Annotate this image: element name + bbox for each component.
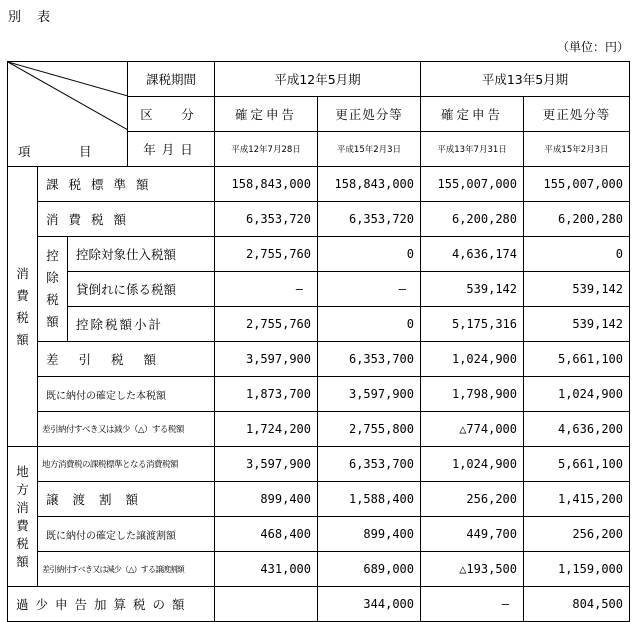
cell-value: 5,175,316 (421, 307, 524, 342)
cell-value: 4,636,174 (421, 237, 524, 272)
cell-value: 158,843,000 (215, 167, 318, 202)
cell-value: 899,400 (318, 517, 421, 552)
cell-value: 1,724,200 (215, 412, 318, 447)
nengappi-label: 年月日 (128, 132, 215, 167)
cell-value: 0 (524, 237, 630, 272)
cell-value: 3,597,900 (318, 377, 421, 412)
cell-value: 6,200,280 (524, 202, 630, 237)
unit-label: （単位：円） (556, 40, 629, 54)
row-label: 既に納付の確定した譲渡割額 (38, 517, 215, 552)
cell-value: 1,024,900 (421, 342, 524, 377)
row-label: 地方消費税の課税標準となる消費税額 (38, 447, 215, 482)
cell-value: 6,353,700 (318, 447, 421, 482)
local-tax-group-label: 地 方 消 費 税 額 (8, 447, 38, 587)
cell-value: 2,755,760 (215, 237, 318, 272)
row-label: 貸倒れに係る税額 (68, 272, 215, 307)
row-label: 差引納付すべき又は減少（△）する譲渡割額 (38, 552, 215, 587)
cell-value: 2,755,800 (318, 412, 421, 447)
cell-value: 0 (318, 237, 421, 272)
cell-value: 899,400 (215, 482, 318, 517)
cell-value: 1,159,000 (524, 552, 630, 587)
row-label: 既に納付の確定した本税額 (38, 377, 215, 412)
row-label: 譲渡割額 (38, 482, 215, 517)
table-row (8, 237, 630, 272)
cell-value: 256,200 (524, 517, 630, 552)
cell-value: – (318, 272, 421, 307)
page-title: 別 表 (8, 10, 57, 25)
cell-value: 431,000 (215, 552, 318, 587)
row-label: 過少申告加算税の額 (8, 587, 215, 622)
row-label: 消費税額 (38, 202, 215, 237)
tax-table (7, 61, 630, 622)
table-row (8, 552, 630, 587)
cell-value (215, 587, 318, 622)
cell-value: 468,400 (215, 517, 318, 552)
date-3: 平成13年7月31日 (421, 132, 524, 167)
date-4: 平成15年2月3日 (524, 132, 630, 167)
cell-value: 804,500 (524, 587, 630, 622)
kousei-header-2: 更正処分等 (524, 97, 630, 132)
cell-value: 3,597,900 (215, 447, 318, 482)
cell-value: 1,588,400 (318, 482, 421, 517)
cell-value: 6,353,700 (318, 342, 421, 377)
cell-value: 256,200 (421, 482, 524, 517)
kakutei-header-2: 確定申告 (421, 97, 524, 132)
kazei-kikan-label: 課税期間 (128, 62, 215, 97)
cell-value: 3,597,900 (215, 342, 318, 377)
cell-value: 5,661,100 (524, 342, 630, 377)
table-row (8, 517, 630, 552)
cell-value: – (421, 587, 524, 622)
deduction-group-label: 控 除 税 額 (38, 237, 68, 342)
row-label: 差引税額 (38, 342, 215, 377)
cell-value: – (215, 272, 318, 307)
cell-value: △193,500 (421, 552, 524, 587)
cell-value: 158,843,000 (318, 167, 421, 202)
table-row (8, 202, 630, 237)
row-label: 課税標準額 (38, 167, 215, 202)
cell-value: 6,200,280 (421, 202, 524, 237)
table-row (8, 167, 630, 202)
kubun-label: 区 分 (128, 97, 215, 132)
cell-value: 4,636,200 (524, 412, 630, 447)
period2-header: 平成13年5月期 (421, 62, 630, 97)
table-row (8, 272, 630, 307)
cell-value: 344,000 (318, 587, 421, 622)
cell-value: 1,024,900 (421, 447, 524, 482)
cell-value: △774,000 (421, 412, 524, 447)
period1-header: 平成12年5月期 (215, 62, 421, 97)
cell-value: 155,007,000 (524, 167, 630, 202)
table-row (8, 412, 630, 447)
cell-value: 1,024,900 (524, 377, 630, 412)
cell-value: 449,700 (421, 517, 524, 552)
koumoku-label: 項 目 (18, 144, 110, 159)
row-label: 控除税額小計 (68, 307, 215, 342)
date-2: 平成15年2月3日 (318, 132, 421, 167)
table-row (8, 447, 630, 482)
cell-value: 2,755,760 (215, 307, 318, 342)
cell-value: 689,000 (318, 552, 421, 587)
cell-value: 1,798,900 (421, 377, 524, 412)
table-row (8, 377, 630, 412)
cell-value: 539,142 (524, 272, 630, 307)
cell-value: 5,661,100 (524, 447, 630, 482)
date-1: 平成12年7月28日 (215, 132, 318, 167)
cell-value: 0 (318, 307, 421, 342)
table-row (8, 342, 630, 377)
kakutei-header-1: 確定申告 (215, 97, 318, 132)
row-label: 控除対象仕入税額 (68, 237, 215, 272)
cell-value: 1,873,700 (215, 377, 318, 412)
table-row (8, 482, 630, 517)
cell-value: 155,007,000 (421, 167, 524, 202)
header-diagonal-cell (8, 62, 128, 167)
table-row (8, 587, 630, 622)
cell-value: 539,142 (421, 272, 524, 307)
cell-value: 6,353,720 (318, 202, 421, 237)
kousei-header-1: 更正処分等 (318, 97, 421, 132)
cell-value: 1,415,200 (524, 482, 630, 517)
consumption-tax-group-label: 消 費 税 額 (8, 167, 38, 447)
row-label: 差引納付すべき又は減少（△）する税額 (38, 412, 215, 447)
table-row (8, 307, 630, 342)
cell-value: 6,353,720 (215, 202, 318, 237)
cell-value: 539,142 (524, 307, 630, 342)
